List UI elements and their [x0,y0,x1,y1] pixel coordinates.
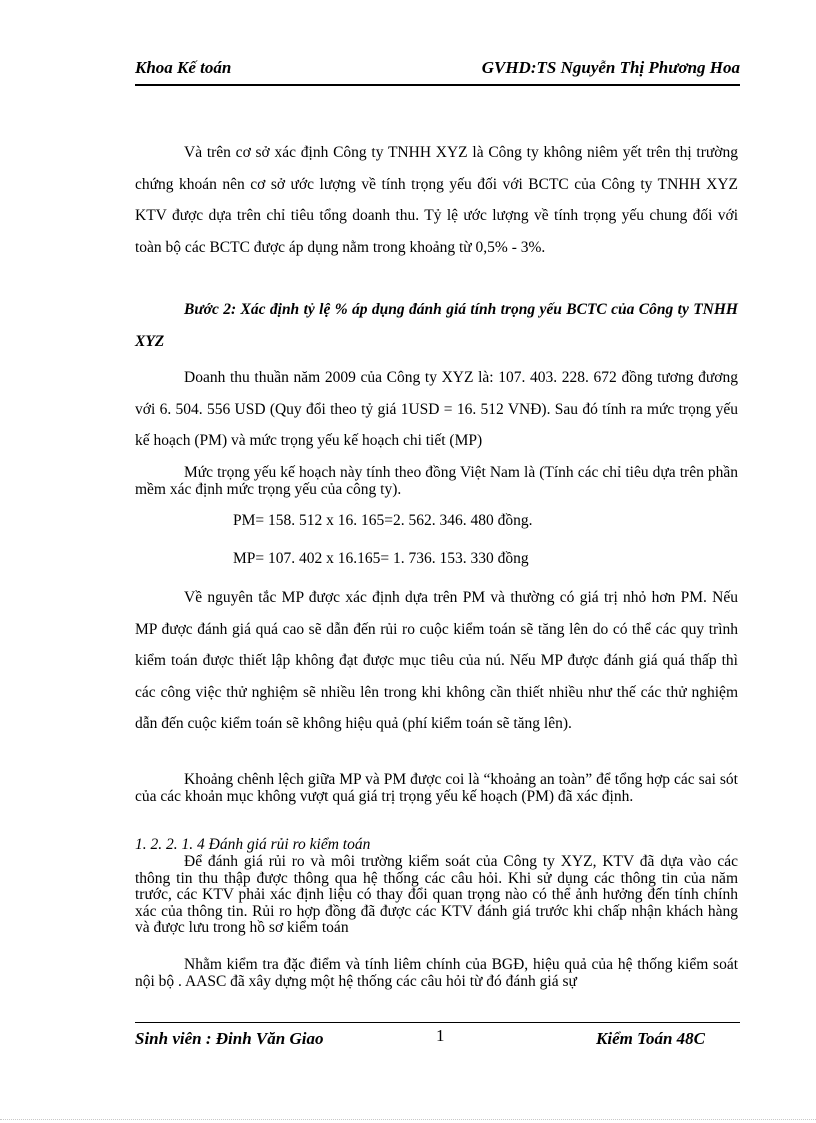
page-footer [135,1026,740,1051]
equation-pm: PM= 158. 512 x 16. 165=2. 562. 346. 480 đồng. [233,512,533,529]
footer-student: Sinh viên : Đinh Văn Giao [135,1029,324,1048]
header-department: Khoa Kế toán [135,58,232,77]
paragraph-internal-control: Nhằm kiểm tra đặc điểm và tính liêm chính của BGĐ, hiệu quả của hệ thống kiểm soát nội bộ . AASC đã xây dựng một hệ thống các câu hỏi từ đó đánh giá sự [135,956,738,990]
page-header [135,58,740,84]
footer-rule [135,1022,740,1023]
paragraph-revenue: Doanh thu thuần năm 2009 của Công ty XYZ là: 107. 403. 228. 672 đồng tương đương với 6. 504. 556 USD (Quy đổi theo tỷ giá 1USD = 16. 512 VNĐ). Sau đó tính ra mức trọng yếu kế hoạch (PM) và mức trọng yếu kế hoạch chi tiết (MP) [135,369,738,449]
header-rule [135,84,740,86]
page-bottom-border [0,1119,816,1120]
header-supervisor: GVHD:TS Nguyễn Thị Phương Hoa [481,58,740,77]
equation-mp: MP= 107. 402 x 16.165= 1. 736. 153. 330 đồng [233,550,529,567]
page-number: 1 [436,1026,445,1045]
paragraph-risk-assessment: Để đánh giá rủi ro và môi trường kiểm soát của Công ty XYZ, KTV đã dựa vào các thông tin thu thập được thông qua hệ thống các câu hỏi. Khi sử dụng các thông tin của năm trước, các KTV phải xác định liệu có thay đổi quan trọng nào có thể ảnh hưởng đến tính chính xác của thông tin. Rủi ro hợp đồng đã được các KTV đánh giá trước khi chấp nhận khách hàng và được lưu trong hồ sơ kiểm toán [135,853,738,936]
footer-class: Kiểm Toán 48C [596,1029,705,1048]
paragraph-safety-margin: Khoảng chênh lệch giữa MP và PM được coi là “khoảng an toàn” để tổng hợp các sai sót của các khoản mục không vượt quá giá trị trọng yếu kế hoạch (PM) đã xác định. [135,771,738,805]
paragraph-materiality-basis: Và trên cơ sở xác định Công ty TNHH XYZ là Công ty không niêm yết trên thị trường chứng khoán nên cơ sở ước lượng về tính trọng yếu đối với BCTC của Công ty TNHH XYZ KTV được dựa trên chỉ tiêu tổng doanh thu. Tỷ lệ ước lượng về tính trọng yếu chung đối với toàn bộ các BCTC được áp dụng nằm trong khoảng từ 0,5% - 3%. [135,144,738,256]
step2-heading: Bước 2: Xác định tỷ lệ % áp dụng đánh giá tính trọng yếu BCTC của Công ty TNHH XYZ [135,301,738,350]
paragraph-materiality-vnd: Mức trọng yếu kế hoạch này tính theo đồng Việt Nam là (Tính các chỉ tiêu dựa trên phần mềm xác định mức trọng yếu của công ty). [135,464,738,498]
section-heading: 1. 2. 2. 1. 4 Đánh giá rủi ro kiểm toán [135,836,371,853]
paragraph-mp-principle: Về nguyên tắc MP được xác định dựa trên PM và thường có giá trị nhỏ hơn PM. Nếu MP được đánh giá quá cao sẽ dẫn đến rủi ro cuộc kiểm toán sẽ tăng lên do có thể các quy trình kiểm toán được thiết lập không đạt được mục tiêu của nú. Nếu MP được đánh giá quá thấp thì các công việc thử nghiệm sẽ nhiều lên trong khi không cần thiết nhiều như thế các thử nghiệm dẫn đến cuộc kiểm toán sẽ không hiệu quả (phí kiểm toán sẽ tăng lên). [135,589,738,732]
